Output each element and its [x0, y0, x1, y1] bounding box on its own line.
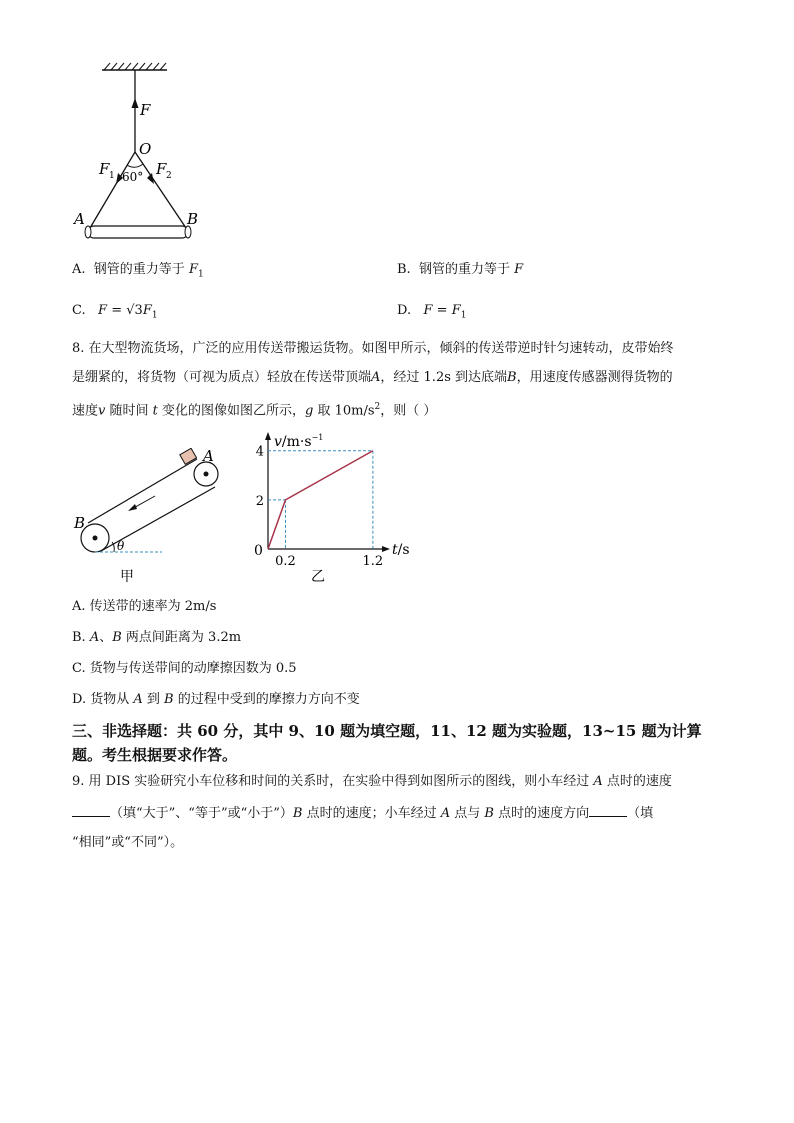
- label-A: A: [203, 448, 214, 465]
- answer-blank-2[interactable]: [589, 804, 627, 817]
- label-F1: F: [99, 160, 110, 178]
- pulley-bottom-axle: [93, 536, 98, 541]
- force-diagram: [70, 60, 210, 245]
- label-theta: θ: [117, 539, 125, 553]
- q8-option-d[interactable]: D. 货物从 A 到 B 的过程中受到的摩擦力方向不变: [72, 692, 360, 707]
- section-3-heading-line-2: 题。考生根据要求作答。: [72, 746, 238, 764]
- q8-option-b[interactable]: B. A、B 两点间距离为 3.2m: [72, 630, 242, 645]
- conveyor-diagram: [70, 448, 230, 588]
- label-F2-sub: 2: [166, 171, 172, 181]
- y-axis-arrow-icon: [265, 432, 271, 440]
- label-B: B: [187, 210, 199, 228]
- pipe-end-left: [85, 226, 91, 238]
- q9-line-2: （填“大于”、“等于”或“小于”）B 点时的速度；小车经过 A 点与 B 点时的速度方向 （填: [72, 804, 653, 823]
- arrow-right-icon: [147, 173, 154, 184]
- belt-top: [88, 459, 197, 523]
- q8-line-1: 8. 在大型物流货场，广泛的应用传送带搬运货物。如图甲所示，倾斜的传送带逆时针匀速转动，皮带始终: [72, 341, 674, 356]
- q7-option-d[interactable]: D. $F = F_1$: [397, 303, 467, 321]
- label-A: A: [74, 210, 85, 228]
- cargo-box: [180, 448, 197, 464]
- caption-yi: 乙: [311, 569, 325, 585]
- y-axis-label: $v/m\cdot s^{-1}$: [274, 433, 324, 450]
- arrow-down-left-icon: [128, 504, 137, 511]
- label-O: O: [139, 140, 152, 158]
- rope-left: [90, 152, 135, 228]
- steel-pipe: [88, 226, 188, 238]
- q9-line-3: “相同”或“不同”）。: [72, 835, 184, 850]
- velocity-time-chart: [250, 428, 420, 588]
- label-F2: F: [156, 160, 167, 178]
- label-F1-sub: 1: [109, 171, 115, 181]
- q7-option-c[interactable]: C. $F = √3F_1$: [72, 303, 158, 321]
- origin-label: 0: [254, 543, 263, 559]
- label-F: F: [140, 101, 151, 119]
- q8-line-3: 速度v 随时间 t 变化的图像如图乙所示，g 取 $10m/s^2$，则（ ）: [72, 402, 437, 419]
- section-3-heading-line-1: 三、非选择题：共 60 分，其中 9、10 题为填空题，11、12 题为实验题，13~15 题为计算: [72, 722, 702, 740]
- y-tick-label-4: 4: [255, 444, 264, 460]
- q8-option-c[interactable]: C. 货物与传送带间的动摩擦因数为 0.5: [72, 661, 297, 676]
- q7-option-a[interactable]: A. 钢管的重力等于 $F_1$: [72, 262, 204, 280]
- angle-arc: [127, 164, 143, 167]
- answer-blank-1[interactable]: [72, 804, 110, 817]
- x-axis-arrow-icon: [382, 546, 390, 552]
- q8-option-a[interactable]: A. 传送带的速率为 2m/s: [72, 599, 217, 614]
- label-B: B: [74, 514, 86, 532]
- y-tick-label-2: 2: [255, 493, 264, 509]
- pulley-top-axle: [204, 472, 209, 477]
- q8-line-2: 是绷紧的，将货物（可视为质点）轻放在传送带顶端A，经过 1.2s 到达底端B，用速度传感器测得货物的: [72, 370, 673, 385]
- arrow-up-icon: [132, 98, 139, 108]
- caption-jia: 甲: [120, 569, 134, 585]
- label-angle: 60°: [122, 170, 144, 184]
- ceiling-hatch: [104, 63, 166, 70]
- q9-line-1: 9. 用 DIS 实验研究小车位移和时间的关系时，在实验中得到如图所示的图线，则小车经过 A 点时的速度: [72, 774, 672, 789]
- x-tick-label-0.2: 0.2: [275, 554, 296, 569]
- x-tick-label-1.2: 1.2: [362, 554, 384, 569]
- q7-option-b[interactable]: B. 钢管的重力等于 F: [397, 262, 524, 277]
- x-axis-label: t/s: [392, 542, 410, 558]
